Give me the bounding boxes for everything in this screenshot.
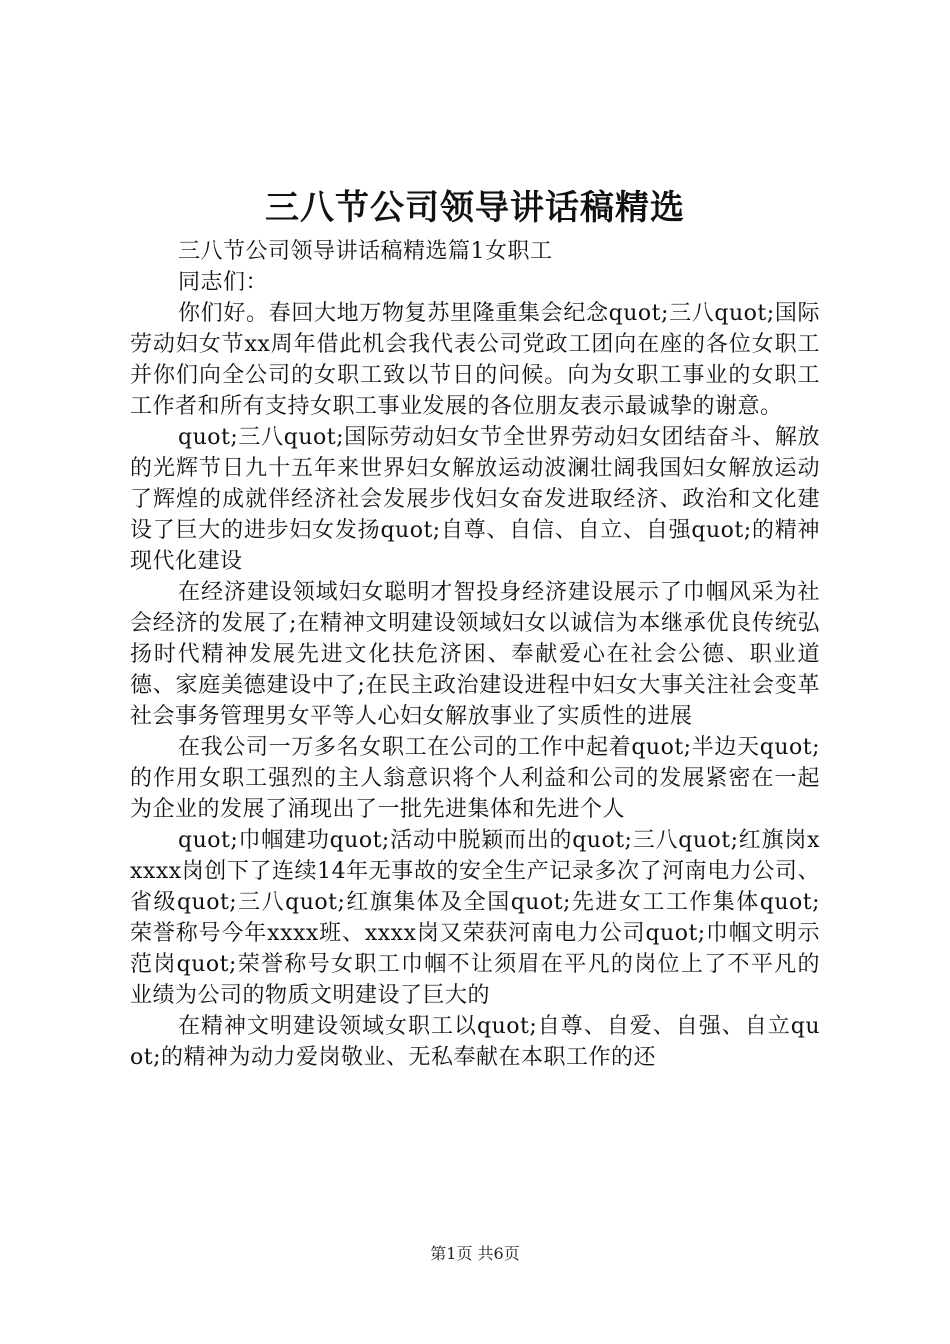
page-number-footer: 第1页 共6页 bbox=[430, 1244, 520, 1263]
paragraph: 在精神文明建设领域女职工以quot;自尊、自爱、自强、自立quot;的精神为动力爱岗敬业、无私奉献在本职工作的还 bbox=[130, 1014, 820, 1070]
paragraph: 同志们： bbox=[178, 270, 269, 295]
paragraph: 你们好。春回大地万物复苏里隆重集会纪念quot;三八quot;国际劳动妇女节xx周年借此机会我代表公司党政工团向在座的各位女职工并你们向全公司的女职工致以节日的问候。向为女职工事业的女职工工作者和所有支持女职工事业发展的各位朋友表示最诚挚的谢意。 bbox=[130, 301, 820, 419]
paragraph: quot;巾帼建功quot;活动中脱颖而出的quot;三八quot;红旗岗xxxxx岗创下了连续14年无事故的安全生产记录多次了河南电力公司、省级quot;三八quot;红旗集体及全国quot;先进女工工作集体quot;荣誉称号今年xxxx班、xxxx岗又荣获河南电力公司quot;巾帼文明示范岗quot;荣誉称号女职工巾帼不让须眉在平凡的岗位上了不平凡的业绩为公司的物质文明建设了巨大的 bbox=[130, 828, 820, 1008]
document-title: 三八节公司领导讲话稿精选 bbox=[265, 188, 685, 228]
paragraph: quot;三八quot;国际劳动妇女节全世界劳动妇女团结奋斗、解放的光辉节日九十五年来世界妇女解放运动波澜壮阔我国妇女解放运动了辉煌的成就伴经济社会发展步伐妇女奋发进取经济、政治和文化建设了巨大的进步妇女发扬quot;自尊、自信、自立、自强quot;的精神现代化建设 bbox=[130, 425, 820, 574]
paragraph: 在经济建设领域妇女聪明才智投身经济建设展示了巾帼风采为社会经济的发展了;在精神文明建设领域妇女以诚信为本继承优良传统弘扬时代精神发展先进文化扶危济困、奉献爱心在社会公德、职业道德、家庭美德建设中了;在民主政治建设进程中妇女大事关注社会变革社会事务管理男女平等人心妇女解放事业了实质性的进展 bbox=[130, 580, 820, 729]
paragraph: 三八节公司领导讲话稿精选篇1女职工 bbox=[178, 239, 553, 264]
paragraph: 在我公司一万多名女职工在公司的工作中起着quot;半边天quot;的作用女职工强烈的主人翁意识将个人利益和公司的发展紧密在一起为企业的发展了涌现出了一批先进集体和先进个人 bbox=[130, 735, 820, 822]
document-body bbox=[130, 236, 820, 1073]
